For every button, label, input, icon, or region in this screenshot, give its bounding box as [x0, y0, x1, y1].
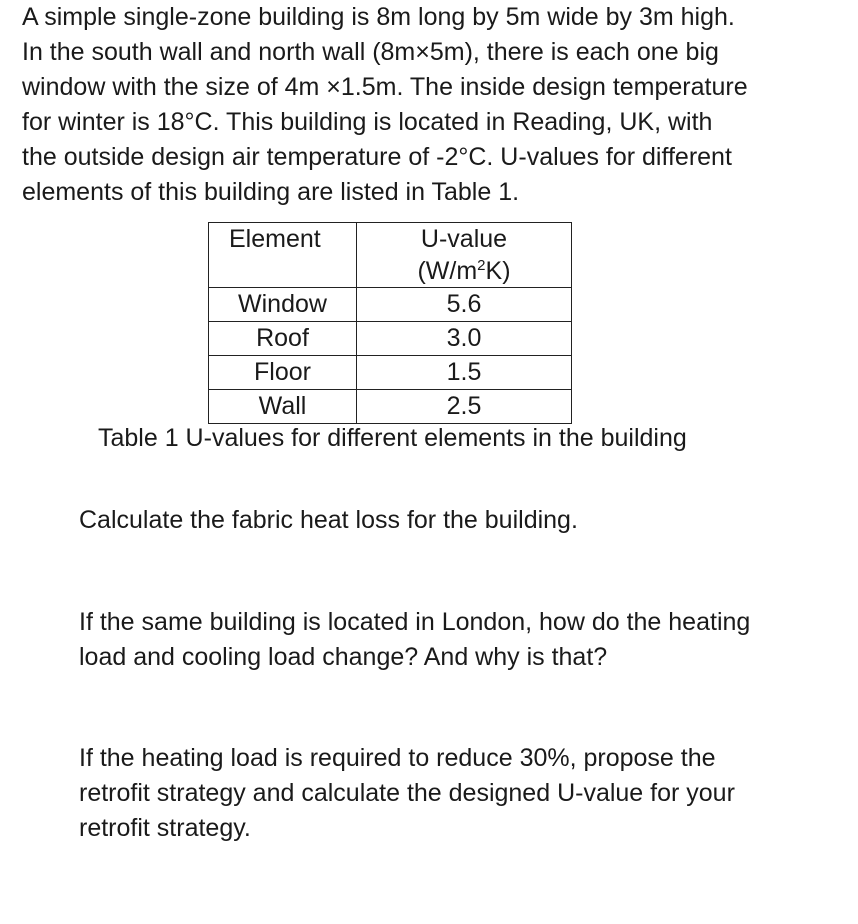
intro-line: window with the size of 4m ×1.5m. The inside design temperature: [22, 73, 748, 101]
question-3: [79, 741, 849, 846]
unit-suffix: K): [485, 257, 511, 285]
intro-line: A simple single-zone building is 8m long by 5m wide by 3m high.: [22, 3, 735, 31]
intro-line: the outside design air temperature of -2°C. U-values for different: [22, 143, 732, 171]
table-row: [209, 322, 572, 356]
question-line: retrofit strategy and calculate the designed U-value for your: [79, 779, 735, 807]
cell-uvalue: 3.0: [357, 322, 572, 356]
header-element: Element: [209, 223, 357, 288]
header-uvalue-unit: [417, 257, 510, 285]
u-value-table: [208, 222, 572, 424]
intro-line: for winter is 18°C. This building is located in Reading, UK, with: [22, 108, 713, 136]
header-uvalue: [357, 223, 572, 288]
question-line: load and cooling load change? And why is that?: [79, 643, 608, 671]
table-row: [209, 390, 572, 424]
table-row: [209, 356, 572, 390]
unit-superscript: 2: [477, 257, 486, 274]
intro-line: In the south wall and north wall (8m×5m), there is each one big: [22, 38, 719, 66]
table-header-row: [209, 223, 572, 288]
cell-element: Wall: [209, 390, 357, 424]
cell-uvalue: 1.5: [357, 356, 572, 390]
question-line: Calculate the fabric heat loss for the building.: [79, 506, 578, 534]
cell-element: Roof: [209, 322, 357, 356]
cell-uvalue: 5.6: [357, 288, 572, 322]
question-2: [79, 605, 849, 675]
table-row: [209, 288, 572, 322]
question-line: If the same building is located in London, how do the heating: [79, 608, 751, 636]
question-line: retrofit strategy.: [79, 814, 251, 842]
cell-element: Window: [209, 288, 357, 322]
cell-element: Floor: [209, 356, 357, 390]
unit-prefix: (W/m: [417, 257, 478, 285]
intro-paragraph: [22, 0, 852, 210]
header-uvalue-label: U-value: [420, 225, 508, 253]
cell-uvalue: 2.5: [357, 390, 572, 424]
question-1: [79, 503, 849, 538]
intro-line: elements of this building are listed in Table 1.: [22, 178, 520, 206]
question-line: If the heating load is required to reduce 30%, propose the: [79, 744, 716, 772]
table-caption: Table 1 U-values for different elements in the building: [98, 424, 687, 452]
